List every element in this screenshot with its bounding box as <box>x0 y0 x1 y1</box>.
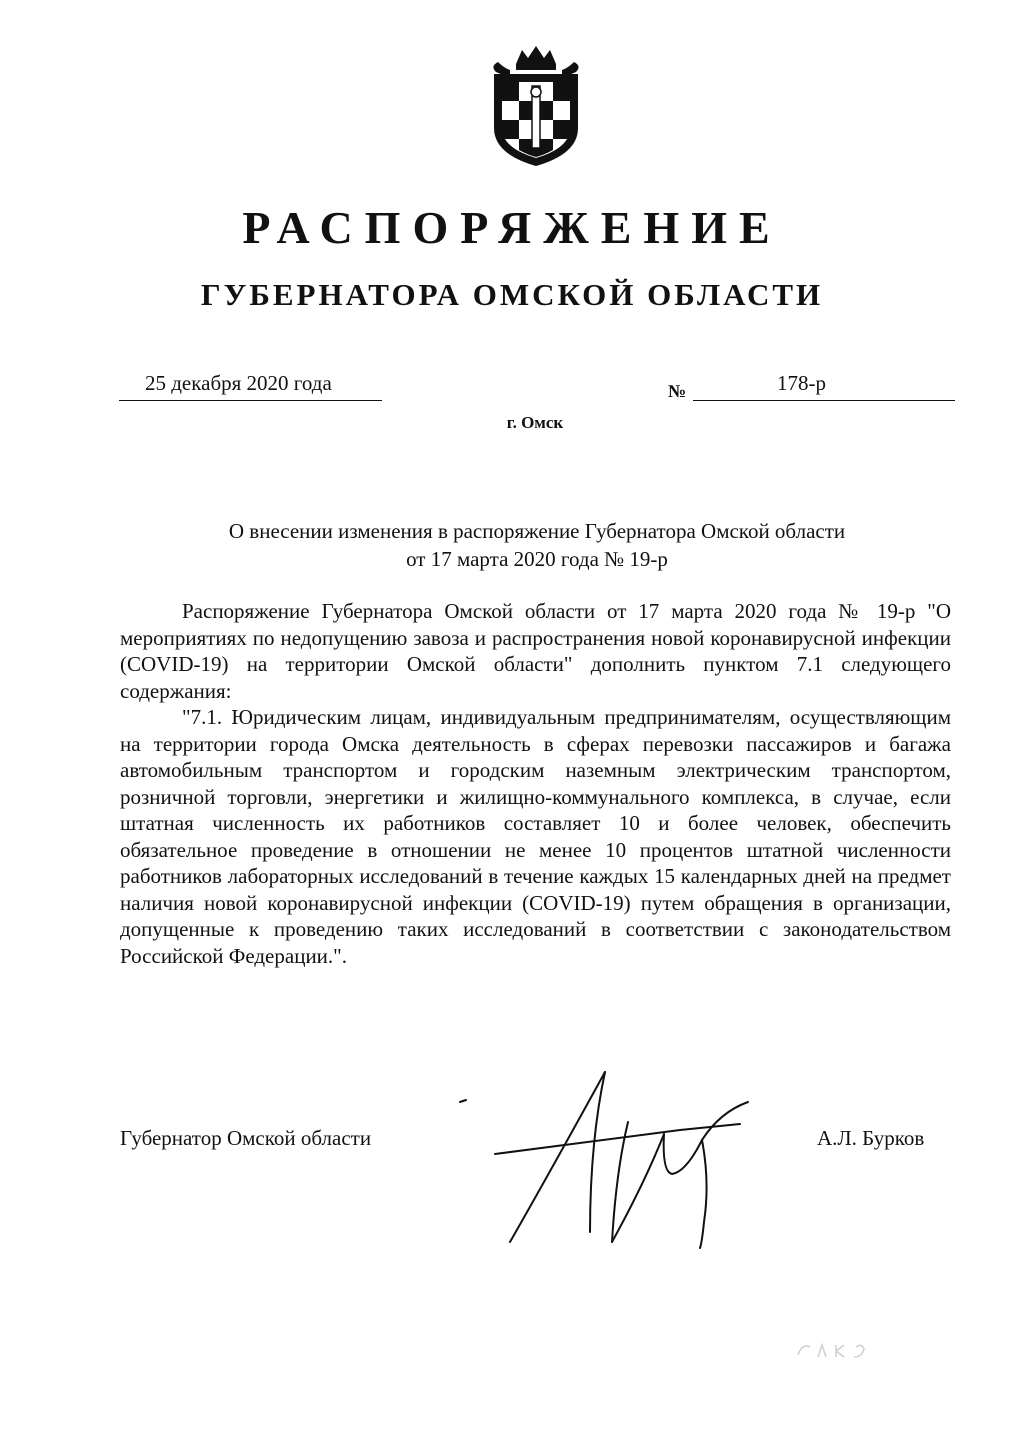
body-paragraph-1: Распоряжение Губернатора Омской области от 17 марта 2020 года № 19-р "О мероприятиях по недопущению завоза и распространения новой коронавирусной инфекции (COVID-19) на территории Омской области" дополнить пунктом 7.1 следующего содержания: <box>120 599 951 703</box>
signatory-position: Губернатор Омской области <box>120 1126 372 1150</box>
signatory-name: А.Л. Бурков <box>817 1126 925 1150</box>
omsk-coat-of-arms-icon <box>486 42 586 170</box>
document-city: г. Омск <box>506 413 564 432</box>
document-number: 178-р <box>777 371 826 395</box>
document-type-title: РАСПОРЯЖЕНИЕ <box>242 202 782 253</box>
body-paragraph-2: "7.1. Юридическим лицам, индивидуальным предпринимателям, осуществляющим на территории города Омска деятельность в сферах перевозки пассажиров и багажа автомобильным транспортом и городским наземным электрическим транспортом, розничной торговли, энергетики и жилищно-коммунального комплекса, в случае, если штатная численность их работников составляет 10 и более человек, обеспечить обязательное проведение в отношении не менее 10 процентов штатной численности работников лабораторных исследований в течение каждых 15 календарных дней на предмет наличия новой коронавирусной инфекции (COVID-19) путем обращения в организации, допущенные к проведению таких исследований в соответствии с законодательством Российской Федерации.". <box>120 705 951 968</box>
handwritten-signature-icon <box>440 1062 780 1252</box>
number-field <box>693 368 955 401</box>
document-issuer: ГУБЕРНАТОРА ОМСКОЙ ОБЛАСТИ <box>200 277 824 312</box>
number-label: № <box>668 381 687 401</box>
date-field <box>119 368 382 401</box>
document-subject <box>120 517 954 573</box>
subject-line-2: от 17 марта 2020 года № 19-р <box>406 547 668 571</box>
document-date: 25 декабря 2020 года <box>145 371 332 395</box>
subject-line-1: О внесении изменения в распоряжение Губернатора Омской области <box>228 519 846 543</box>
document-body <box>120 598 951 969</box>
faint-stamp-mark-icon <box>790 1335 880 1365</box>
